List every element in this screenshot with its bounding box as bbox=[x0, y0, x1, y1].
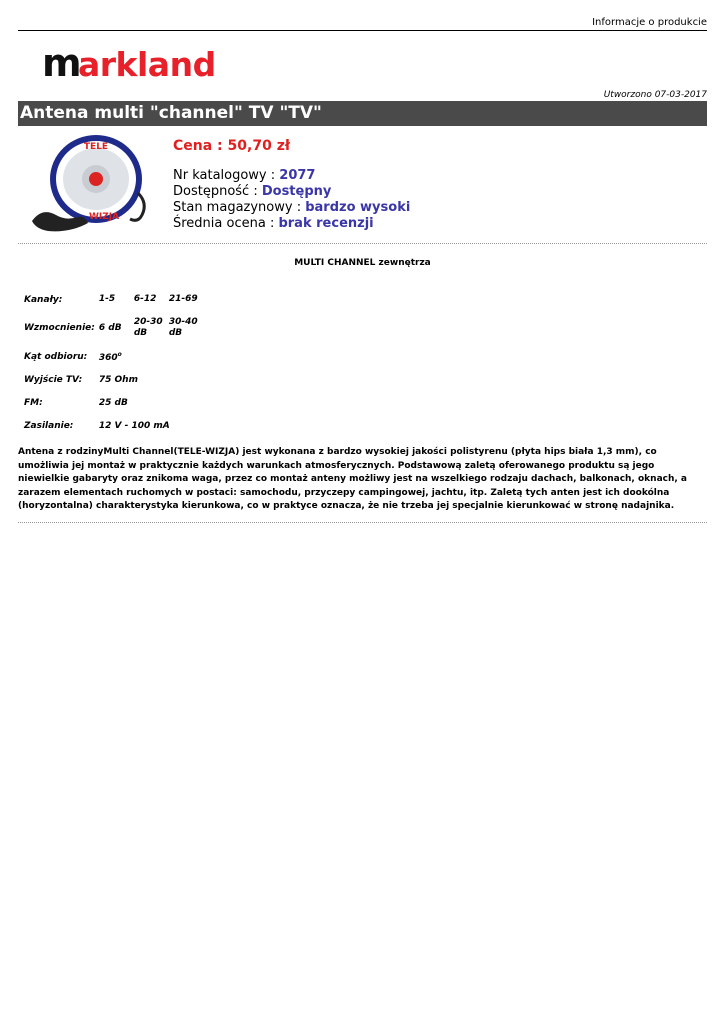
spec-value: 25 dB bbox=[98, 397, 128, 408]
rating-value: brak recenzji bbox=[278, 216, 374, 231]
info-label: Dostępność : bbox=[173, 184, 262, 199]
table-row bbox=[22, 311, 202, 345]
info-row-stock bbox=[173, 200, 410, 216]
spec-value: 12 V - 100 mA bbox=[98, 420, 170, 431]
spec-value: 21-69 bbox=[168, 294, 198, 304]
spec-value: 75 Ohm bbox=[98, 374, 138, 385]
spec-value bbox=[97, 345, 202, 368]
table-row bbox=[22, 368, 202, 391]
svg-text:WIZJA: WIZJA bbox=[88, 212, 120, 222]
product-description: Antena z rodzinyMulti Channel(TELE-WIZJA) jest wykonana z bardzo wysokiej jakości polistyrenu (płyta hips biała 1,3 mm), co umożliwia jej montaż w praktycznie każdych warunkach atmosferycznych. Podstawową zaletą oferowanego produktu są jego niewielkie gabaryty oraz znikoma waga, przez co montaż anteny możliwy jest na wszelkiego rodzaju dachach, balkonach, oknach, a zarazem elementach ruchomych w postaci: samochodu, przyczepy campingowej, jachtu, itp. Zaletą tych anten jest ich dookólna (horyzontalna) charakterystyka kierunkowa, co w praktyce oznacza, że nie trzeba jej specjalnie kierunkować w stronę nadajnika. bbox=[18, 447, 688, 511]
spec-value: 6 dB bbox=[98, 322, 122, 333]
spec-label: Zasilanie: bbox=[24, 420, 74, 431]
table-row bbox=[22, 391, 202, 414]
svg-text:arkland: arkland bbox=[78, 45, 216, 84]
spec-label: Kanały: bbox=[24, 294, 63, 305]
specs-heading: MULTI CHANNEL zewnętrza bbox=[294, 258, 431, 268]
antenna-product-photo bbox=[30, 133, 154, 233]
table-row bbox=[22, 288, 202, 311]
table-row bbox=[22, 345, 202, 368]
price: Cena : 50,70 zł bbox=[173, 138, 291, 154]
spec-value: 20-30 dB bbox=[133, 317, 163, 338]
table-row bbox=[22, 414, 202, 437]
spec-label: Wyjście TV: bbox=[24, 374, 83, 385]
spec-label: Wzmocnienie: bbox=[24, 323, 95, 333]
markland-logo bbox=[42, 42, 238, 84]
header-label: Informacje o produkcie bbox=[592, 17, 707, 28]
spec-label: Kąt odbioru: bbox=[24, 351, 88, 362]
info-label: Średnia ocena : bbox=[173, 216, 279, 231]
product-info bbox=[173, 138, 410, 232]
svg-text:m: m bbox=[42, 42, 81, 84]
specs-table bbox=[22, 288, 202, 437]
spec-value: 30-40 dB bbox=[168, 317, 198, 338]
section-divider bbox=[18, 522, 707, 523]
degree-mark: o bbox=[117, 350, 122, 358]
header-divider bbox=[18, 30, 707, 31]
spec-value: 1-5 bbox=[98, 294, 116, 304]
info-row-catalog bbox=[173, 168, 410, 184]
angle-value: 360 bbox=[98, 352, 118, 363]
svg-text:TELE: TELE bbox=[83, 142, 109, 152]
availability-value: Dostępny bbox=[261, 184, 332, 199]
info-row-availability bbox=[173, 184, 410, 200]
info-label: Stan magazynowy : bbox=[173, 200, 306, 215]
spec-value: 6-12 bbox=[133, 294, 157, 304]
product-title: Antena multi "channel" TV "TV" bbox=[18, 101, 707, 126]
spec-label: FM: bbox=[24, 397, 43, 408]
info-label: Nr katalogowy : bbox=[173, 168, 280, 183]
created-date: Utworzono 07-03-2017 bbox=[603, 90, 707, 100]
info-row-rating bbox=[173, 216, 410, 232]
stock-value: bardzo wysoki bbox=[305, 200, 411, 215]
catalog-number: 2077 bbox=[279, 168, 316, 183]
section-divider bbox=[18, 243, 707, 244]
